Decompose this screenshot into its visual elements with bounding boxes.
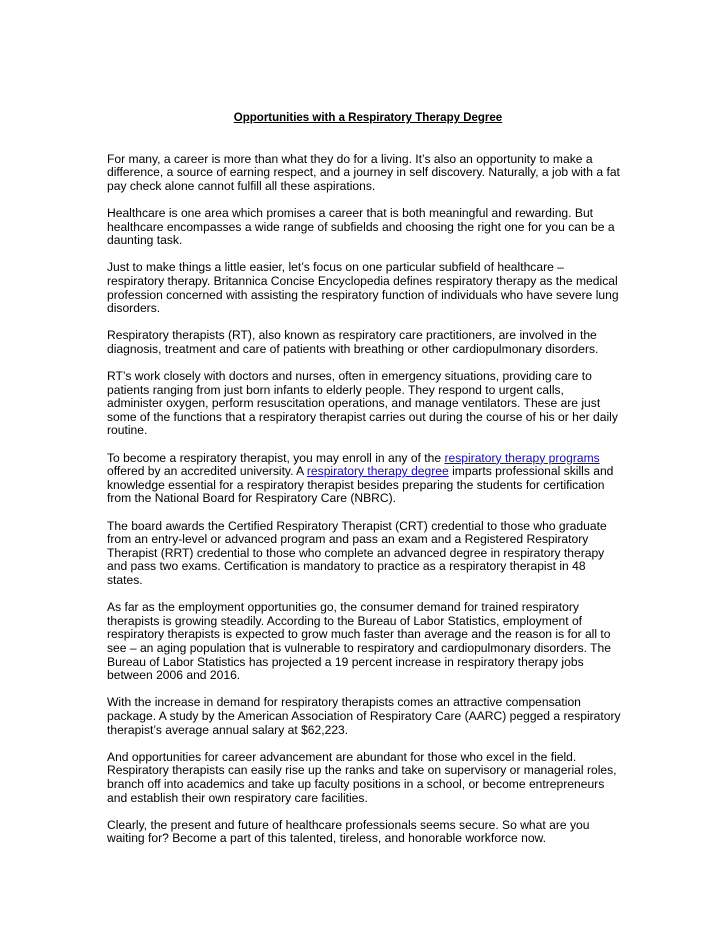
paragraph-employment-outlook: As far as the employment opportunities go, the consumer demand for trained respiratory therapists is growing steadily. According to the Bureau of Labor Statistics, employment of respiratory therapists is expected to grow much faster than average and the reason is for all to see – an aging population that is vulnerable to respiratory and cardiopulmonary disorders. The Bureau of Labor Statistics has projected a 19 percent increase in respiratory therapy jobs between 2006 and 2016. [107,600,611,683]
paragraph-compensation: With the increase in demand for respiratory therapists comes an attractive compensation package. A study by the American Association of Respiratory Care (AARC) pegged a respiratory therapist’s average annual salary at $62,223. [107,695,621,737]
paragraph-career-intro: For many, a career is more than what they do for a living. It’s also an opportunity to make a difference, a source of earning respect, and a journey in self discovery. Naturally, a job with a fat pay check alone cannot fulfill all these aspirations. [107,151,620,193]
paragraph-respiratory-therapy-definition: Just to make things a little easier, let’s focus on one particular subfield of healthcare – respiratory therapy. Britannica Concise Encyclopedia defines respiratory therapy as the medical profession concerned with assisting the respiratory function of individuals who have severe lung disorders. [107,260,619,316]
respiratory-therapy-programs-link[interactable]: respiratory therapy programs [444,450,600,465]
respiratory-therapy-degree-link[interactable]: respiratory therapy degree [306,464,449,479]
paragraph-conclusion: Clearly, the present and future of healthcare professionals seems secure. So what are you waiting for? Become a part of this talented, tireless, and honorable workforce now. [107,817,590,846]
paragraph-career-advancement: And opportunities for career advancement are abundant for those who excel in the field. Respiratory therapists can easily rise up the ranks and take on supervisory or managerial roles, branch off into academics and take up faculty positions in a school, or become entrepreneurs and establish their own respiratory care facilities. [107,749,617,805]
document-title: Opportunities with a Respiratory Therapy Degree [233,112,503,124]
paragraph-rt-duties: RT’s work closely with doctors and nurses, often in emergency situations, providing care to patients ranging from just born infants to elderly people. They respond to urgent calls, administer oxygen, perform resuscitation operations, and manage ventilators. These are just some of the functions that a respiratory therapist carries out during the course of his or her daily routine. [107,369,618,438]
paragraph-healthcare: Healthcare is one area which promises a career that is both meaningful and rewarding. But healthcare encompasses a wide range of subfields and choosing the right one for you can be a daunting task. [107,205,615,248]
document-page [107,112,623,859]
link-paragraph-text-3: imparts professional skills and knowledge essential for a respiratory therapist besides preparing the students for certification from the National Board for Respiratory Care (NBRC). [107,464,614,506]
link-paragraph-text-2: offered by an accredited university. A [107,464,307,479]
paragraph-credentials: The board awards the Certified Respiratory Therapist (CRT) credential to those who graduate from an entry-level or advanced program and pass an exam and a Registered Respiratory Therapist (RRT) credential to those who complete an advanced degree in respiratory therapy and pass two exams. Certification is mandatory to practice as a respiratory therapist in 48 states. [107,518,607,587]
paragraph-respiratory-therapists: Respiratory therapists (RT), also known as respiratory care practitioners, are involved in the diagnosis, treatment and care of patients with breathing or other cardiopulmonary disorders. [107,328,599,356]
paragraph-become-therapist [107,452,623,506]
link-paragraph-text-1: To become a respiratory therapist, you may enroll in any of the [107,450,445,465]
